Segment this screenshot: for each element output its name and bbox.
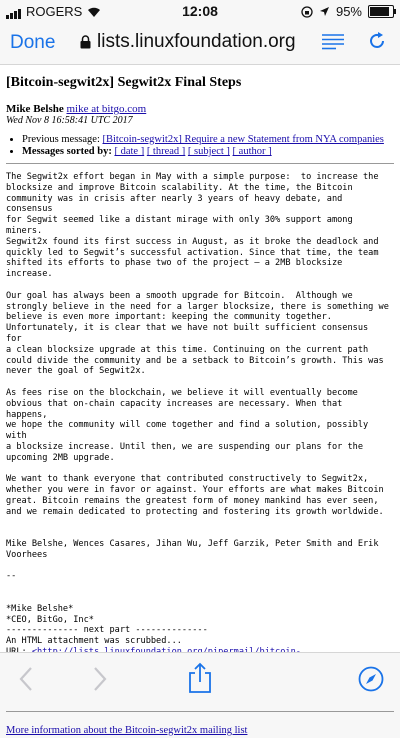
safari-compass-icon[interactable] <box>358 666 384 692</box>
rotation-lock-icon <box>301 6 313 18</box>
location-icon <box>319 6 330 17</box>
sort-date-link[interactable]: [ date ] <box>114 146 145 157</box>
email-date: Wed Nov 8 16:58:41 UTC 2017 <box>6 115 133 126</box>
forward-icon[interactable] <box>92 666 108 692</box>
reload-icon[interactable] <box>366 30 388 52</box>
reader-view-icon[interactable] <box>322 34 344 50</box>
email-body <box>6 172 394 669</box>
browser-navbar <box>0 22 400 65</box>
divider <box>6 163 394 164</box>
back-icon[interactable] <box>18 666 34 692</box>
author-line <box>6 103 394 115</box>
mailing-list-info-link[interactable]: More information about the Bitcoin-segwit2x mailing list <box>6 724 248 736</box>
email-subject: [Bitcoin-segwit2x] Segwit2x Final Steps <box>6 75 242 90</box>
address-bar[interactable] <box>80 31 296 53</box>
sort-subject-link[interactable]: [ subject ] <box>187 146 230 157</box>
sort-author-link[interactable]: [ author ] <box>232 146 272 157</box>
prev-label: Previous message: <box>22 134 100 145</box>
browser-toolbar <box>0 652 400 711</box>
sorted-label: Messages sorted by: <box>22 146 112 157</box>
lock-icon <box>80 35 91 49</box>
status-bar <box>0 0 400 22</box>
done-button[interactable]: Done <box>10 32 56 53</box>
battery-percent: 95% <box>335 4 362 19</box>
prev-message-link[interactable]: [Bitcoin-segwit2x] Require a new Statement from NYA companies <box>102 134 384 145</box>
sort-thread-link[interactable]: [ thread ] <box>146 146 186 157</box>
share-icon[interactable] <box>186 662 214 694</box>
author-name: Mike Belshe <box>6 103 64 115</box>
battery-icon <box>368 5 394 18</box>
url-text: lists.linuxfoundation.org <box>97 31 296 52</box>
author-email-link[interactable]: mike at bitgo.com <box>66 103 147 115</box>
page-content <box>0 65 400 736</box>
message-nav-top <box>6 134 394 157</box>
email-body-text: The Segwit2x effort began in May with a simple purpose: to increase the blocksize and improve Bitcoin scalability. At the time, the Bitcoin community was in crisis after nearly 3 years of heavy debate, and consensus for Segwit seemed like a distant mirage with only 30% support among miners. Segwit2x found its first success in August, as it broke the deadlock and quickly led to Segwit’s successful activation. Since that time, the team shifted its efforts to phase two of the project – a 2MB blocksize increase. Our goal has always been a smooth upgrade for Bitcoin. Although we strongly believe in the need for a larger blocksize, there is something we believe is even more important: keeping the community together. Unfortunately, it is clear that we have not built sufficient consensus for a clean blocksize upgrade at this time. Continuing on the current path could divide the community and be a setback to Bitcoin’s growth. This was never the goal of Segwit2x. As fees rise on the blockchain, we believe it will eventually become obvious that on-chain capacity increases are necessary. When that happens, we hope the community will come together and find a solution, possibly with a blocksize increase. Until then, we are suspending our plans for the upcoming 2MB upgrade. We want to thank everyone that contributed constructively to Segwit2x, whether you were in favor or against. Your efforts are what makes Bitcoin great. Bitcoin remains the greatest form of money mankind has ever seen, and we remain dedicated to protecting and fostering its growth worldwide. Mike Belshe, Wences Casares, Jihan Wu, Jeff Garzik, Peter Smith and Erik Voorhees -- *Mike Belshe* *CEO, BitGo, Inc* -------------- next part -------------- An HTML attachment was scrubbed... <box>6 172 389 647</box>
clock: 12:08 <box>182 3 218 19</box>
carrier-label: ROGERS <box>26 4 83 19</box>
